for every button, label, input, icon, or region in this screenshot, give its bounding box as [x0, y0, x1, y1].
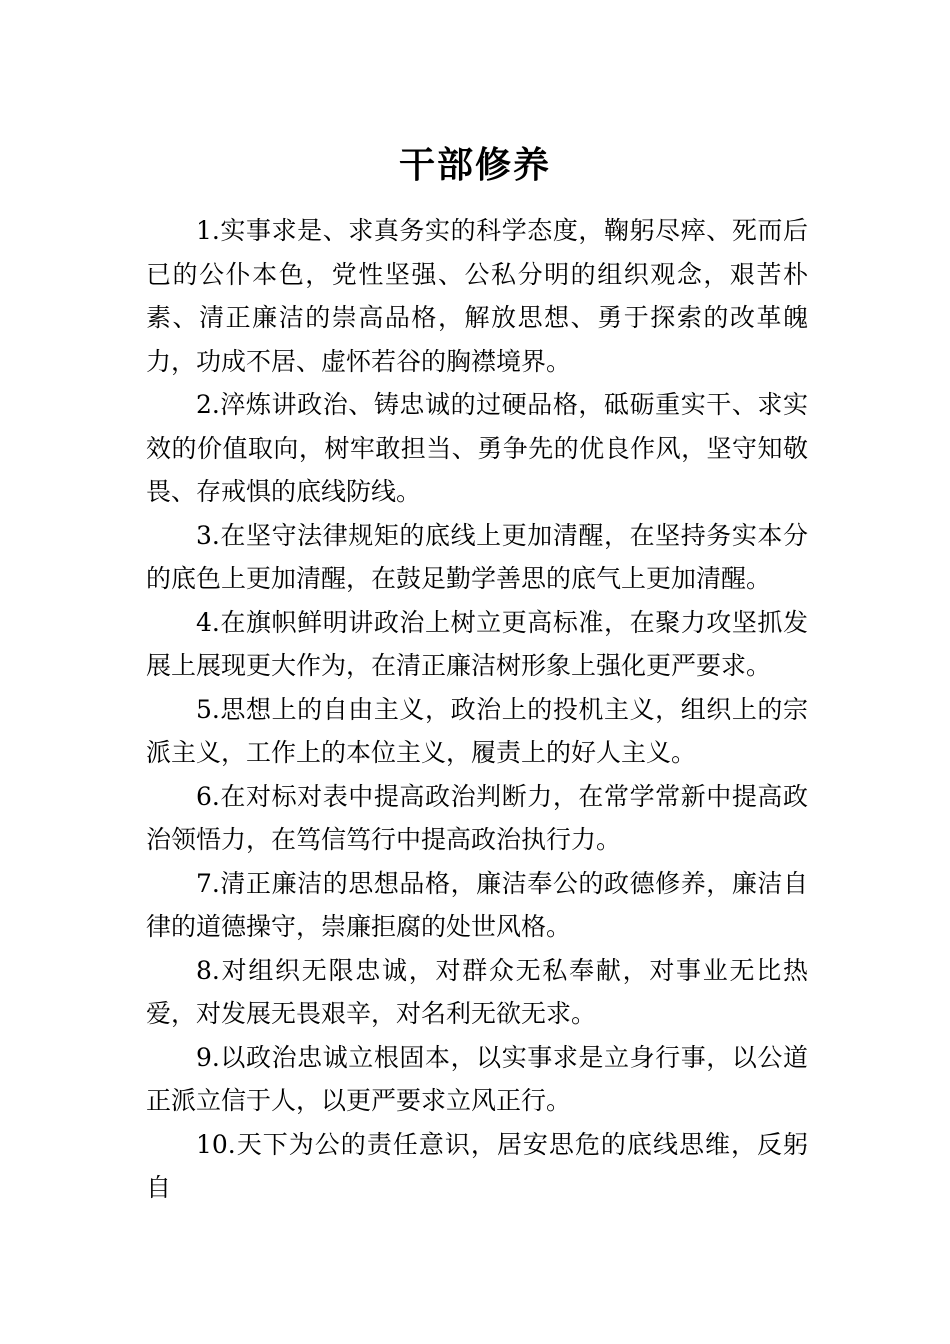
paragraph-4: 4.在旗帜鲜明讲政治上树立更高标准，在聚力攻坚抓发展上展现更大作为，在清正廉洁树形象上强化更严要求。 [146, 607, 808, 680]
paragraph-6: 6.在对标对表中提高政治判断力，在常学常新中提高政治领悟力，在笃信笃行中提高政治执行力。 [146, 781, 808, 854]
page-title: 干部修养 [398, 144, 551, 187]
paragraph-7: 7.清正廉洁的思想品格，廉洁奉公的政德修养，廉洁自律的道德操守，崇廉拒腐的处世风格。 [146, 868, 808, 941]
paragraph-5: 5.思想上的自由主义，政治上的投机主义，组织上的宗派主义，工作上的本位主义，履责上的好人主义。 [146, 694, 808, 767]
paragraph-8: 8.对组织无限忠诚，对群众无私奉献，对事业无比热爱，对发展无畏艰辛，对名利无欲无求。 [146, 955, 808, 1028]
paragraph-2: 2.淬炼讲政治、铸忠诚的过硬品格，砥砺重实干、求实效的价值取向，树牢敢担当、勇争先的优良作风，坚守知敬畏、存戒惧的底线防线。 [146, 390, 808, 506]
paragraph-9: 9.以政治忠诚立根固本，以实事求是立身行事，以公道正派立信于人，以更严要求立风正行。 [146, 1042, 808, 1115]
paragraph-1: 1.实事求是、求真务实的科学态度，鞠躬尽瘁、死而后已的公仆本色，党性坚强、公私分明的组织观念，艰苦朴素、清正廉洁的崇高品格，解放思想、勇于探索的改革魄力，功成不居、虚怀若谷的胸襟境界。 [146, 216, 808, 376]
paragraph-10: 10.天下为公的责任意识，居安思危的底线思维，反躬自 [146, 1129, 808, 1202]
document-body [146, 209, 808, 1210]
paragraph-3: 3.在坚守法律规矩的底线上更加清醒，在坚持务实本分的底色上更加清醒，在鼓足勤学善思的底气上更加清醒。 [146, 520, 808, 593]
